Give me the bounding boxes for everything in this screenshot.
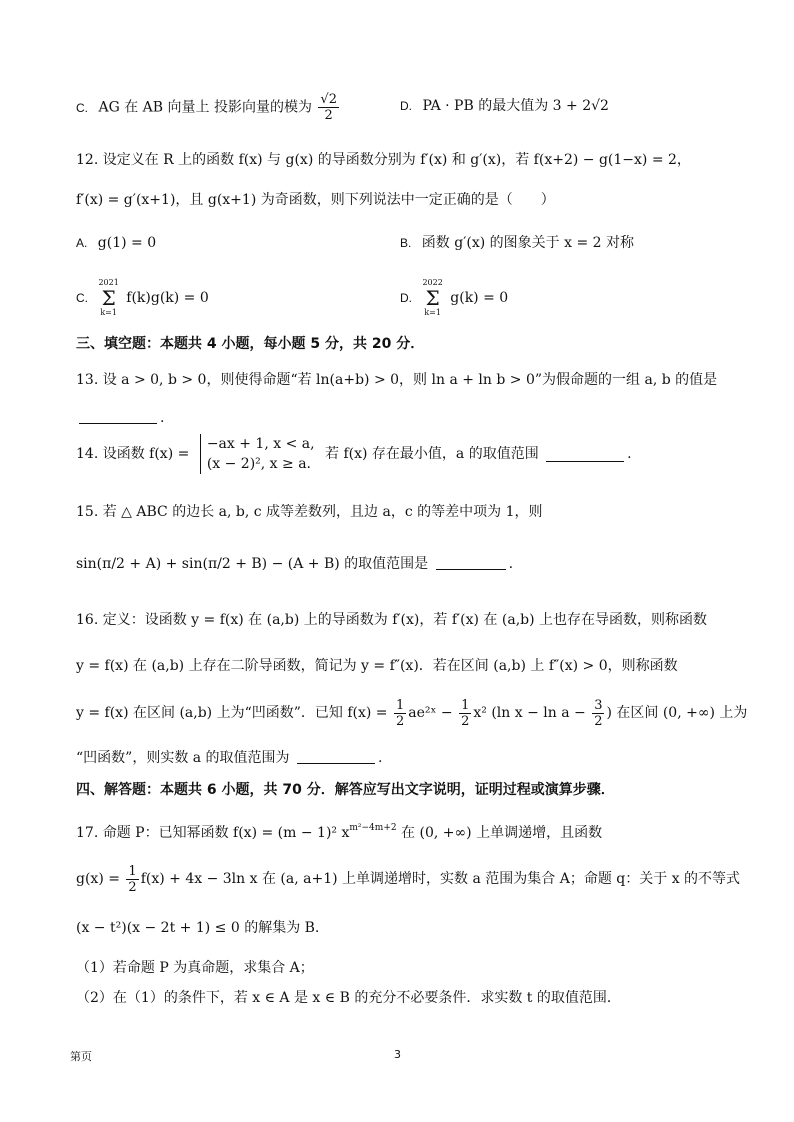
- option-label: A.: [76, 236, 88, 250]
- fraction-numerator: √2: [320, 92, 337, 107]
- sum-lower-limit: k=1: [424, 308, 441, 317]
- option-label: D.: [400, 99, 412, 113]
- option-text: f(k)g(k) = 0: [126, 290, 209, 306]
- q14-question: 若 f(x) 存在最小值，a 的取值范围: [325, 446, 539, 462]
- q17-condition: 在 (0, +∞) 上单调递增，且函数: [396, 825, 603, 841]
- fraction-denominator: 2: [128, 879, 137, 895]
- q12-option-d: [400, 278, 508, 318]
- case-2: (x − 2)², x ≥ a.: [206, 456, 312, 472]
- q16-stem-line-2: y = f(x) 在 (a,b) 上存在二阶导函数，简记为 y = f″(x)．若在区间 (a,b) 上 f″(x) > 0，则称函数: [76, 658, 678, 674]
- q12-stem-line-1: 12. 设定义在 R 上的函数 f(x) 与 g(x) 的导函数分别为 f′(x) 和 g′(x)，若 f(x+2) − g(1−x) = 2，: [76, 152, 691, 168]
- q17-stem-line-1: [76, 814, 718, 847]
- option-text: 函数 g′(x) 的图象关于 x = 2 对称: [421, 235, 634, 251]
- exponent: m²−4m+2: [349, 823, 397, 833]
- q15-stem-line-1: 15. 若 △ ABC 的边长 a, b, c 成等差数列，且边 a，c 的等差中项为 1，则: [76, 504, 543, 520]
- page-number: 3: [394, 1048, 401, 1061]
- q13-stem-line-1: 13. 设 a > 0, b > 0，则使得命题“若 ln(a+b) > 0，则 ln a + ln b > 0”为假命题的一组 a, b 的值是: [76, 372, 718, 388]
- summation-symbol: 2021 Σ k=1: [98, 278, 119, 317]
- option-text: PA · PB 的最大值为 3 + 2√2: [422, 98, 609, 114]
- q17-power-function: 17. 命题 P：已知幂函数 f(x) = (m − 1)² x: [76, 825, 350, 841]
- period: .: [160, 410, 165, 426]
- fraction-denominator: 2: [461, 713, 470, 729]
- q16-paren-close: ): [606, 705, 612, 721]
- q11-option-d: [400, 92, 609, 120]
- fraction: [318, 92, 339, 123]
- q17-set-a: f(x) + 4x − 3ln x 在 (a, a+1) 上单调递增时，实数 a 范围为集合 A；命题 q：关于 x 的不等式: [140, 871, 741, 887]
- q16-term: x²: [473, 705, 487, 721]
- q16-stem-line-3: [76, 696, 748, 730]
- q13-answer-line: [76, 404, 718, 432]
- q12-option-c: [76, 278, 209, 318]
- period: .: [627, 446, 632, 462]
- q16-stem-line-4: [76, 744, 718, 772]
- q15-expression: sin(π/2 + A) + sin(π/2 + B) − (A + B) 的取值范围是: [76, 556, 429, 572]
- q17-stem-line-3: (x − t²)(x − 2t + 1) ≤ 0 的解集为 B.: [76, 920, 320, 936]
- option-label: C.: [76, 100, 88, 115]
- option-label: B.: [400, 236, 412, 250]
- q16-function-intro: y = f(x) 在区间 (a,b) 上为“凹函数”．已知 f(x) =: [76, 705, 388, 721]
- fraction-numerator: 1: [128, 863, 137, 879]
- fraction-numerator: 1: [461, 697, 470, 713]
- q16-interval: 在区间 (0, +∞) 上为: [616, 705, 748, 721]
- q14-stem: [76, 434, 718, 474]
- period: .: [378, 750, 383, 766]
- option-text: AG 在 AB 向量上 投影向量的模为: [98, 99, 312, 116]
- fraction-three-halves: [592, 698, 604, 729]
- q12-option-b: [400, 229, 634, 257]
- answer-blank[interactable]: [297, 749, 375, 764]
- q14-function-label: 14. 设函数 f(x) =: [76, 446, 190, 462]
- fraction-numerator: 3: [594, 697, 603, 713]
- q17-stem-line-2: [76, 862, 741, 896]
- sum-upper-limit: 2022: [422, 278, 443, 287]
- q17-g-function: g(x) =: [76, 871, 120, 887]
- fraction-denominator: 2: [324, 108, 333, 123]
- summation-symbol: 2022 Σ k=1: [422, 278, 443, 317]
- q16-term: ae²ˣ −: [408, 705, 453, 721]
- option-text: g(k) = 0: [450, 290, 509, 306]
- footer-label: 第页: [70, 1050, 92, 1063]
- q12-option-a: [76, 229, 156, 257]
- sum-lower-limit: k=1: [100, 308, 117, 317]
- piecewise-cases: [200, 434, 315, 474]
- section-heading-solutions: 四、解答题：本题共 6 小题，共 70 分．解答应写出文字说明，证明过程或演算步骤．: [76, 782, 615, 798]
- sum-upper-limit: 2021: [98, 278, 119, 287]
- answer-blank[interactable]: [436, 555, 506, 570]
- option-label: D.: [400, 291, 412, 305]
- fraction-half: [126, 864, 138, 895]
- period: .: [508, 556, 514, 572]
- fraction-denominator: 2: [594, 713, 603, 729]
- q12-stem-line-2: f′(x) = g′(x+1)，且 g(x+1) 为奇函数，则下列说法中一定正确的是（ ）: [76, 192, 555, 208]
- option-label: C.: [76, 291, 88, 305]
- case-1: −ax + 1, x < a,: [206, 436, 315, 452]
- answer-blank[interactable]: [79, 409, 157, 424]
- fraction-numerator: 1: [395, 697, 405, 713]
- fraction-half: [459, 698, 471, 729]
- q17-part-2: （2）在（1）的条件下，若 x ∈ A 是 x ∈ B 的充分不必要条件．求实数 t 的取值范围．: [76, 990, 621, 1006]
- q16-paren: (ln x − ln a −: [491, 705, 586, 721]
- option-text: g(1) = 0: [97, 235, 157, 251]
- q15-stem-line-2: [76, 550, 718, 578]
- q16-question: “凹函数”，则实数 a 的取值范围为: [76, 750, 290, 766]
- fraction-denominator: 2: [395, 713, 405, 729]
- fraction-half: [394, 698, 406, 729]
- section-heading-fill-in: 三、填空题：本题共 4 小题，每小题 5 分，共 20 分．: [76, 336, 425, 352]
- q16-stem-line-1: 16. 定义：设函数 y = f(x) 在 (a,b) 上的导函数为 f′(x)，若 f′(x) 在 (a,b) 上也存在导函数，则称函数: [76, 612, 708, 628]
- q11-option-c: [76, 92, 341, 123]
- answer-blank[interactable]: [546, 447, 624, 462]
- q17-part-1: （1）若命题 P 为真命题，求集合 A；: [76, 960, 314, 976]
